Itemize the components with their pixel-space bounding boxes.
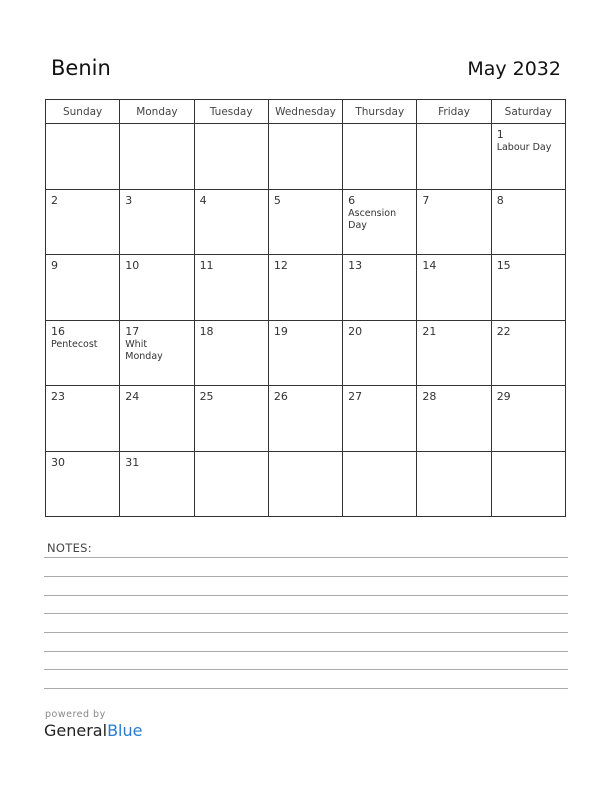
day-cell bbox=[417, 124, 491, 190]
week-row bbox=[46, 451, 566, 517]
week-row bbox=[46, 320, 566, 386]
day-number: 19 bbox=[273, 324, 288, 338]
day-number: 10 bbox=[125, 259, 140, 272]
day-cell bbox=[268, 124, 342, 190]
day-cell bbox=[194, 386, 268, 452]
note-line bbox=[44, 576, 568, 577]
day-number: 1 bbox=[496, 128, 504, 141]
day-cell bbox=[491, 386, 565, 452]
day-cell bbox=[491, 320, 565, 386]
day-cell bbox=[120, 320, 194, 386]
day-cell bbox=[417, 451, 491, 517]
week-row bbox=[46, 386, 566, 452]
day-number: 9 bbox=[51, 259, 58, 272]
day-cell bbox=[417, 189, 491, 255]
day-number: 24 bbox=[125, 390, 140, 403]
week-row bbox=[46, 189, 566, 255]
day-number: 22 bbox=[496, 324, 511, 338]
note-line bbox=[44, 669, 568, 670]
day-number: 15 bbox=[496, 259, 511, 272]
day-number: 5 bbox=[273, 193, 281, 207]
day-cell bbox=[194, 320, 268, 386]
note-line bbox=[44, 557, 568, 558]
day-number: 27 bbox=[348, 390, 363, 403]
week-row bbox=[46, 124, 566, 190]
day-cell bbox=[120, 255, 194, 321]
day-number: 20 bbox=[348, 324, 363, 338]
day-number: 16 bbox=[51, 324, 65, 338]
day-number: 28 bbox=[422, 390, 437, 403]
day-cell bbox=[268, 320, 342, 386]
day-number: 18 bbox=[199, 324, 214, 338]
day-cell bbox=[46, 386, 120, 452]
day-cell bbox=[268, 451, 342, 517]
day-cell bbox=[120, 189, 194, 255]
weekday-header: Wednesday bbox=[268, 100, 342, 124]
day-cell bbox=[491, 189, 565, 255]
day-number: 2 bbox=[51, 193, 58, 207]
brand-blue: Blue bbox=[107, 721, 143, 740]
day-cell bbox=[491, 124, 565, 190]
note-line bbox=[44, 651, 568, 652]
day-cell bbox=[46, 189, 120, 255]
weekday-header-row bbox=[46, 100, 566, 124]
day-cell bbox=[46, 124, 120, 190]
day-cell bbox=[268, 255, 342, 321]
day-cell bbox=[343, 320, 417, 386]
day-cell bbox=[268, 386, 342, 452]
holiday-label: Pentecost bbox=[51, 338, 98, 350]
day-number: 8 bbox=[496, 193, 504, 207]
note-line bbox=[44, 595, 568, 596]
day-cell bbox=[194, 124, 268, 190]
day-number: 29 bbox=[496, 390, 511, 403]
day-cell bbox=[343, 189, 417, 255]
day-cell bbox=[343, 451, 417, 517]
day-number: 6 bbox=[348, 193, 356, 207]
day-cell bbox=[194, 451, 268, 517]
day-number: 17 bbox=[125, 324, 140, 338]
holiday-label: Ascension Day bbox=[348, 207, 397, 231]
powered-by-text: powered by bbox=[45, 709, 106, 720]
day-cell bbox=[120, 451, 194, 517]
brand-general: General bbox=[44, 721, 108, 740]
day-number: 26 bbox=[273, 390, 288, 403]
day-cell bbox=[343, 255, 417, 321]
weekday-header: Monday bbox=[120, 100, 194, 124]
note-line bbox=[44, 613, 568, 614]
day-cell bbox=[120, 386, 194, 452]
country-title: Benin bbox=[51, 56, 111, 80]
day-cell bbox=[417, 255, 491, 321]
day-cell bbox=[343, 386, 417, 452]
brand-logo[interactable] bbox=[44, 721, 142, 740]
notes-label: NOTES: bbox=[47, 541, 92, 555]
day-number: 4 bbox=[199, 193, 207, 207]
day-cell bbox=[343, 124, 417, 190]
day-number: 25 bbox=[199, 390, 214, 403]
day-number: 7 bbox=[422, 193, 430, 207]
day-cell bbox=[417, 386, 491, 452]
day-number: 11 bbox=[199, 259, 214, 272]
day-number: 14 bbox=[422, 259, 437, 272]
week-row bbox=[46, 255, 566, 321]
day-number: 13 bbox=[348, 259, 363, 272]
day-number: 31 bbox=[125, 455, 140, 469]
holiday-label: Whit Monday bbox=[125, 338, 163, 362]
weekday-header: Friday bbox=[417, 100, 491, 124]
day-cell bbox=[120, 124, 194, 190]
weekday-header: Sunday bbox=[46, 100, 120, 124]
day-cell bbox=[46, 320, 120, 386]
day-cell bbox=[46, 451, 120, 517]
note-line bbox=[44, 632, 568, 633]
weekday-header: Thursday bbox=[343, 100, 417, 124]
day-number: 23 bbox=[51, 390, 65, 403]
weekday-header: Tuesday bbox=[194, 100, 268, 124]
day-cell bbox=[491, 451, 565, 517]
day-cell bbox=[268, 189, 342, 255]
day-cell bbox=[194, 189, 268, 255]
weekday-header: Saturday bbox=[491, 100, 565, 124]
day-cell bbox=[194, 255, 268, 321]
day-cell bbox=[491, 255, 565, 321]
day-cell bbox=[417, 320, 491, 386]
month-year-title: May 2032 bbox=[467, 58, 561, 80]
note-line bbox=[44, 688, 568, 689]
holiday-label: Labour Day bbox=[496, 142, 552, 153]
calendar-grid bbox=[45, 99, 566, 517]
day-number: 12 bbox=[273, 259, 288, 272]
day-cell bbox=[46, 255, 120, 321]
day-number: 30 bbox=[51, 455, 65, 469]
day-number: 21 bbox=[422, 324, 437, 338]
day-number: 3 bbox=[125, 193, 133, 207]
